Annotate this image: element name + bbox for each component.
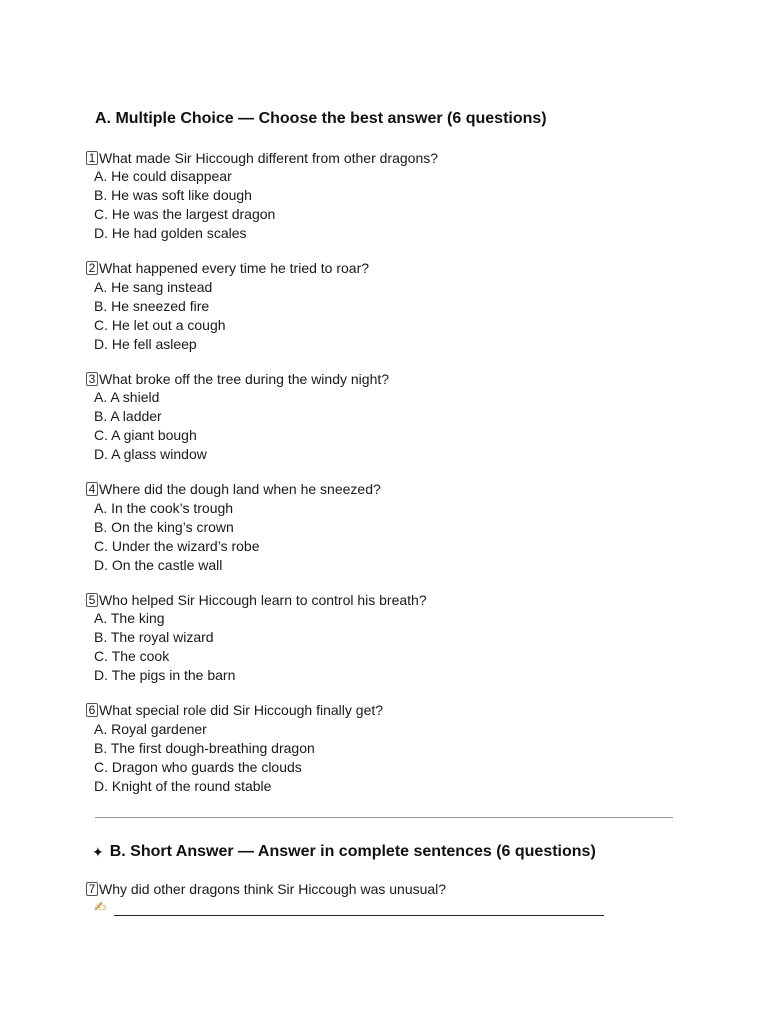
answer-option: D. A glass window bbox=[94, 446, 207, 462]
answer-option: B. The royal wizard bbox=[94, 629, 214, 645]
question-number-badge: 1 bbox=[86, 151, 98, 165]
section-b-title bbox=[92, 843, 596, 861]
question-1 bbox=[86, 148, 686, 243]
answer-option: B. He sneezed fire bbox=[94, 297, 210, 314]
writing-hand-icon: ✍ bbox=[94, 899, 107, 916]
question-text: Where did the dough land when he sneezed? bbox=[99, 481, 381, 497]
answer-option: C. Dragon who guards the clouds bbox=[94, 758, 302, 775]
answer-option: A. He could disappear bbox=[94, 168, 232, 184]
answer-option: B. On the king’s crown bbox=[94, 518, 234, 535]
answer-option: D. He fell asleep bbox=[94, 335, 197, 352]
answer-option: D. On the castle wall bbox=[94, 556, 223, 573]
question-number-badge: 5 bbox=[86, 593, 98, 607]
question-number-badge: 2 bbox=[86, 261, 98, 275]
answer-option: C. The cook bbox=[94, 648, 170, 664]
section-divider bbox=[95, 817, 673, 818]
question-6 bbox=[86, 701, 686, 796]
section-b-title-text: B. Short Answer — Answer in complete sentences (6 questions) bbox=[109, 843, 596, 860]
answer-option: B. A ladder bbox=[94, 408, 162, 424]
answer-option: A. A shield bbox=[94, 389, 160, 405]
answer-option: D. The pigs in the barn bbox=[94, 667, 236, 683]
question-text: What special role did Sir Hiccough finally get? bbox=[99, 702, 384, 718]
question-text: Why did other dragons think Sir Hiccough was unusual? bbox=[99, 880, 447, 897]
question-number-badge: 6 bbox=[86, 703, 98, 717]
answer-option: A. The king bbox=[94, 610, 165, 626]
answer-option: B. The first dough-breathing dragon bbox=[94, 739, 315, 756]
answer-option: C. A giant bough bbox=[94, 427, 197, 443]
answer-option: A. In the cook’s trough bbox=[94, 499, 234, 516]
question-2 bbox=[86, 259, 686, 354]
answer-option: C. He was the largest dragon bbox=[94, 206, 276, 222]
section-a-title: A. Multiple Choice — Choose the best answer (6 questions) bbox=[95, 110, 547, 127]
answer-option: C. Under the wizard’s robe bbox=[94, 537, 260, 554]
question-7 bbox=[86, 879, 446, 898]
question-5 bbox=[86, 590, 686, 685]
answer-option: A. Royal gardener bbox=[94, 720, 207, 737]
question-text: Who helped Sir Hiccough learn to control his breath? bbox=[99, 591, 427, 608]
answer-option: B. He was soft like dough bbox=[94, 187, 252, 203]
answer-blank[interactable] bbox=[114, 899, 604, 916]
question-4 bbox=[86, 480, 686, 575]
answer-option: D. He had golden scales bbox=[94, 225, 247, 241]
answer-option: D. Knight of the round stable bbox=[94, 777, 272, 794]
question-text: What happened every time he tried to roar? bbox=[99, 260, 370, 276]
question-text: What broke off the tree during the windy night? bbox=[99, 370, 390, 387]
multiple-choice-list bbox=[86, 148, 686, 811]
answer-line bbox=[94, 898, 604, 916]
question-3 bbox=[86, 369, 686, 464]
question-number-badge: 7 bbox=[86, 882, 98, 896]
star-icon: ✦ bbox=[92, 843, 104, 860]
answer-option: C. He let out a cough bbox=[94, 316, 226, 333]
answer-option: A. He sang instead bbox=[94, 278, 213, 295]
question-text: What made Sir Hiccough different from other dragons? bbox=[99, 149, 439, 166]
question-number-badge: 3 bbox=[86, 372, 98, 386]
question-number-badge: 4 bbox=[86, 482, 98, 496]
